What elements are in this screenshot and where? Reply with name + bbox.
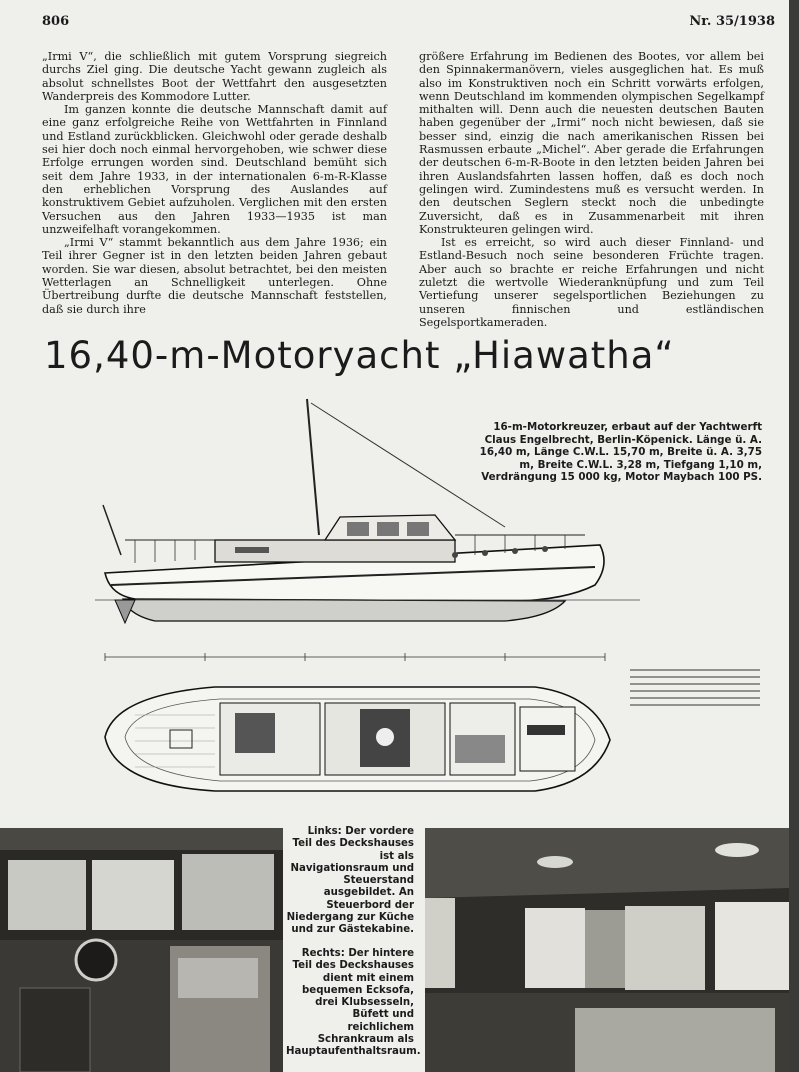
page-edge — [789, 0, 799, 1072]
paragraph: „Irmi V“, die schließlich mit gutem Vorsprung siegreich durchs Ziel ging. Die deutsche Yacht gewann zugleich als absolut schnellstes Boot der Wettfahrt den ausgesetzten Wanderpreis des Kommodore Lutter. — [42, 50, 387, 103]
article-column-right — [419, 50, 764, 329]
paragraph: Ist es erreicht, so wird auch dieser Finnland- und Estland-Besuch noch seine besonderen Früchte tragen. Aber auch so brachte er reiche Erfahrungen und nicht zuletzt die wertvolle Wiederanknüpfung und zum Teil Vertiefung unserer segelsportlichen Beziehungen zu unseren finnischen und estländischen Segelsportkameraden. — [419, 236, 764, 329]
paragraph: größere Erfahrung im Bedienen des Bootes, vor allem bei den Spinnakermanövern, vieles ausgeglichen hat. Es muß also im Konstruktiven noch ein Schritt vorwärts erfolgen, wenn Deutschland im kommenden olympischen Segelkampf mithalten will. Denn auch die neuesten deutschen Bauten haben gegenüber der „Irmi“ noch nicht bewiesen, daß sie besser sind, einzig die nach amerikanischen Rissen bei Rasmussen erbaute „Michel“. Aber gerade die Erfahrungen der deutschen 6-m-R-Boote in den letzten beiden Jahren bei ihren Auslandsfahrten lassen hoffen, daß es doch noch gelingen wird. Zumindestens muß es versucht werden. In den deutschen Seglern steckt noch die unbedingte Zuversicht, daß es in Zusammenarbeit mit ihren Konstrukteuren gelingen wird. — [419, 50, 764, 236]
caption-left-photo: Links: Der vordere Teil des Deckshauses ist als Navigationsraum und Steuerstand ausgebildet. An Steuerbord der Niedergang zur Küche und zur Gästekabine. — [286, 826, 414, 936]
issue-number: Nr. 35/1938 — [689, 14, 775, 29]
paragraph: Im ganzen konnte die deutsche Mannschaft damit auf eine ganz erfolgreiche Reihe von Wettfahrten in Finnland und Estland zurückblicken. Gleichwohl oder gerade deshalb sei hier doch noch einmal hervorgehoben, wie schwer diese Erfolge errungen worden sind. Deutschland bemüht sich seit dem Jahre 1933, in der internationalen 6-m-R-Klasse den erheblichen Vorsprung des Auslandes auf konstruktivem Gebiet aufzuholen. Verglichen mit den ersten Versuchen aus den Jahren 1933—1935 ist man unzweifelhaft vorangekommen. — [42, 103, 387, 236]
paragraph: „Irmi V“ stammt bekanntlich aus dem Jahre 1936; ein Teil ihrer Gegner ist in den letzten beiden Jahren gebaut worden. Sie war diesen, absolut betrachtet, bei den meisten Wetterlagen an Schnelligkeit unterlegen. Ohne Übertreibung durfte die deutsche Mannschaft feststellen, daß sie durch ihre — [42, 236, 387, 316]
article-column-left — [42, 50, 387, 316]
photo-main-salon — [425, 828, 789, 1072]
specifications-text: 16-m-Motorkreuzer, erbaut auf der Yachtwerft Claus Engelbrecht, Berlin-Köpenick. Länge ü. A. 16,40 m, Länge C.W.L. 15,70 m, Breite ü. A. 3,75 m, Breite C.W.L. 3,28 m, Tiefgang 1,10 m, Verdrängung 15 000 kg, Motor Maybach 100 PS. — [479, 421, 762, 484]
drawing-legend — [625, 665, 765, 710]
photo-navigation-room — [0, 828, 283, 1072]
headline: 16,40-m-Motoryacht „Hiawatha“ — [44, 334, 675, 377]
page-number: 806 — [42, 14, 70, 29]
yacht-drawing — [95, 395, 650, 795]
caption-right-photo: Rechts: Der hintere Teil des Deckshauses dient mit einem bequemen Ecksofa, drei Klubsesseln, Büfett und reichlichem Schrankraum als Hauptaufenthaltsraum. — [286, 948, 421, 1058]
